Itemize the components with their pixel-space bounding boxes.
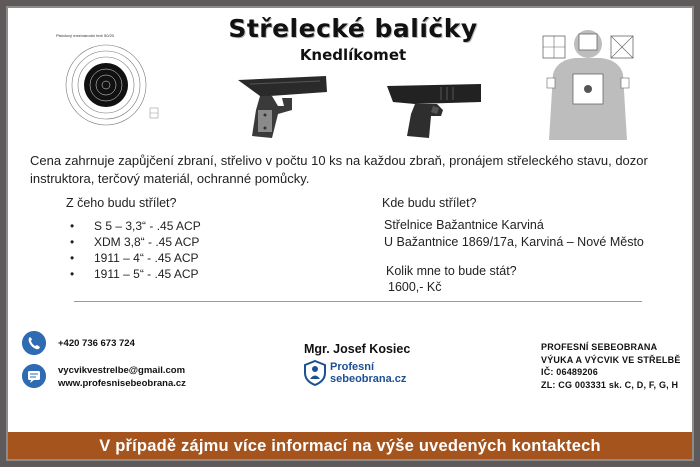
message-icon bbox=[22, 364, 46, 388]
org-id: IČ: 06489206 bbox=[541, 367, 598, 377]
contact-person: Mgr. Josef Kosiec bbox=[304, 342, 411, 356]
silhouette-target-image bbox=[535, 22, 641, 142]
price-heading: Kolik mne to bude stát? bbox=[386, 264, 517, 278]
phone-icon bbox=[22, 331, 46, 355]
list-item: • 1911 – 4“ - .45 ACP bbox=[68, 250, 201, 266]
target-caption: Pistolový mezinárodní terč 50/20 bbox=[56, 33, 115, 38]
shooting-target-image bbox=[48, 28, 170, 128]
flyer-title: Střelecké balíčky bbox=[228, 14, 478, 43]
logo-text-line1: Profesní bbox=[330, 361, 375, 373]
list-item: • 1911 – 5“ - .45 ACP bbox=[68, 266, 201, 282]
divider bbox=[74, 301, 642, 302]
range-name: Střelnice Bažantnice Karviná bbox=[384, 218, 544, 232]
org-license: ZL: CG 003331 sk. C, D, F, G, H bbox=[541, 380, 679, 390]
weapons-list bbox=[68, 218, 201, 282]
location-heading: Kde budu střílet? bbox=[382, 196, 477, 210]
list-item: • XDM 3,8“ - .45 ACP bbox=[68, 234, 201, 250]
logo-text-line2: sebeobrana.cz bbox=[330, 373, 407, 385]
intro-text: Cena zahrnuje zapůjčení zbraní, střelivo v počtu 10 ks na každou zbraň, pronájem střeleckého stavu, dozor instruktora, terčový materiál, ochranné pomůcky. bbox=[30, 153, 648, 186]
email-link[interactable]: vycvikvestrelbe@gmail.com bbox=[58, 365, 186, 376]
flyer-subtitle: Knedlíkomet bbox=[299, 46, 407, 64]
phone-number[interactable]: +420 736 673 724 bbox=[58, 338, 135, 349]
shield-person-icon bbox=[304, 360, 326, 386]
pistol-xdm-image bbox=[381, 78, 485, 142]
range-address: U Bažantnice 1869/17a, Karviná – Nové Město bbox=[384, 235, 644, 249]
weapons-heading: Z čeho budu střílet? bbox=[66, 196, 177, 210]
pistol-1911-image bbox=[230, 70, 330, 142]
website-link[interactable]: www.profesnisebeobrana.cz bbox=[58, 378, 186, 389]
price-value: 1600,- Kč bbox=[388, 280, 442, 294]
footer-banner: V případě zájmu více informací na výše uvedených kontaktech bbox=[8, 432, 692, 461]
org-name: PROFESNÍ SEBEOBRANA bbox=[541, 342, 658, 352]
list-item: • S 5 – 3,3“ - .45 ACP bbox=[68, 218, 201, 234]
org-activity: VÝUKA A VÝCVIK VE STŘELBĚ bbox=[541, 355, 681, 365]
flyer-card bbox=[6, 6, 694, 461]
